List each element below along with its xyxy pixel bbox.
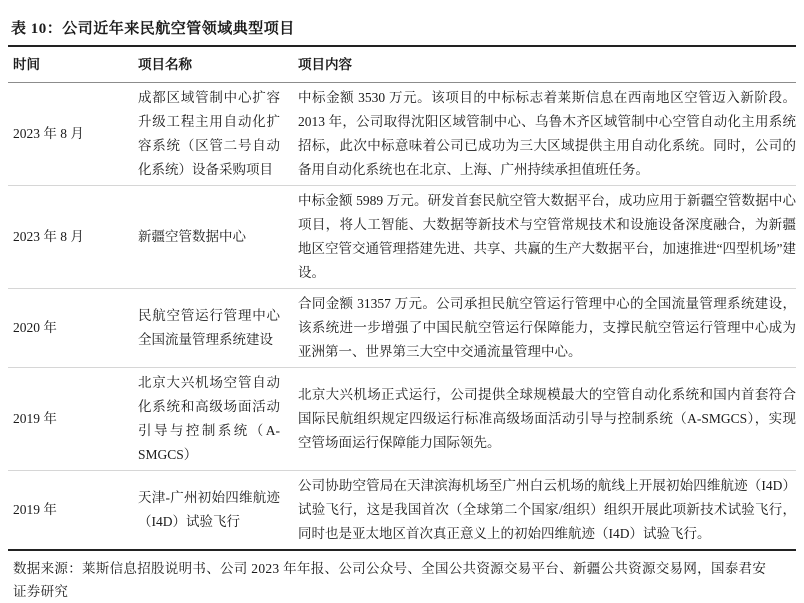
cell-time: 2019 年 xyxy=(13,502,57,517)
data-source-note xyxy=(8,551,796,603)
cell-project-content: 公司协助空管局在天津滨海机场至广州白云机场的航线上开展初始四维航迹（I4D）试验飞行，这是我国首次（全球第二个国家/组织）组织开展此项新技术试验飞行，同时也是亚太地区首次真正意义上的初始四维航迹（I4D）试验飞行。 xyxy=(298,478,796,541)
projects-table xyxy=(8,45,796,551)
cell-time: 2023 年 8 月 xyxy=(13,126,84,141)
data-source-line1: 数据来源：莱斯信息招股说明书、公司 2023 年年报、公司公众号、全国公共资源交易平台、新疆公共资源交易网，国泰君安 xyxy=(13,561,767,576)
table-row xyxy=(8,83,796,185)
table-row xyxy=(8,185,796,288)
data-source-line2: 证券研究 xyxy=(13,584,69,599)
cell-time: 2020 年 xyxy=(13,320,57,335)
column-header-project-content: 项目内容 xyxy=(298,57,352,72)
cell-time: 2019 年 xyxy=(13,411,57,426)
cell-project-name: 北京大兴机场空管自动化系统和高级场面活动引导与控制系统（A-SMGCS） xyxy=(138,375,280,462)
cell-project-name: 成都区域管制中心扩容升级工程主用自动化扩容系统（区管二号自动化系统）设备采购项目 xyxy=(138,90,280,177)
cell-project-name: 天津-广州初始四维航迹（I4D）试验飞行 xyxy=(138,490,280,529)
cell-project-content: 中标金额 5989 万元。研发首套民航空管大数据平台，成功应用于新疆空管数据中心项目，将人工智能、大数据等新技术与空管常规技术和设施设备深度融合，为新疆地区空管交通管理搭建先进、共享、共赢的生产大数据平台，加速推进“四型机场”建设。 xyxy=(298,193,796,280)
table-header-row xyxy=(8,47,796,83)
cell-project-name: 民航空管运行管理中心全国流量管理系统建设 xyxy=(138,308,280,347)
cell-project-content: 中标金额 3530 万元。该项目的中标标志着莱斯信息在西南地区空管迈入新阶段。2013 年，公司取得沈阳区域管制中心、乌鲁木齐区域管制中心空管自动化主用系统招标，此次中标意味着公司已成功为三大区域提供主用自动化系统。同时，公司的备用自动化系统也在北京、上海、广州持续承担值班任务。 xyxy=(298,90,796,177)
table-title: 表 10：公司近年来民航空管领域典型项目 xyxy=(11,21,295,37)
column-header-time: 时间 xyxy=(13,57,40,72)
cell-project-content: 北京大兴机场正式运行，公司提供全球规模最大的空管自动化系统和国内首套符合国际民航组织规定四级运行标准高级场面活动引导与控制系统（A-SMGCS），实现空管场面运行保障能力国际领先。 xyxy=(298,387,796,450)
table-row xyxy=(8,470,796,549)
table-row xyxy=(8,288,796,367)
cell-time: 2023 年 8 月 xyxy=(13,229,84,244)
table-row xyxy=(8,367,796,470)
column-header-project-name: 项目名称 xyxy=(138,57,192,72)
cell-project-content: 合同金额 31357 万元。公司承担民航空管运行管理中心的全国流量管理系统建设，该系统进一步增强了中国民航空管运行保障能力，支撑民航空管运行管理中心成为亚洲第一、世界第三大空中交通流量管理中心。 xyxy=(298,296,796,359)
cell-project-name: 新疆空管数据中心 xyxy=(138,229,246,244)
